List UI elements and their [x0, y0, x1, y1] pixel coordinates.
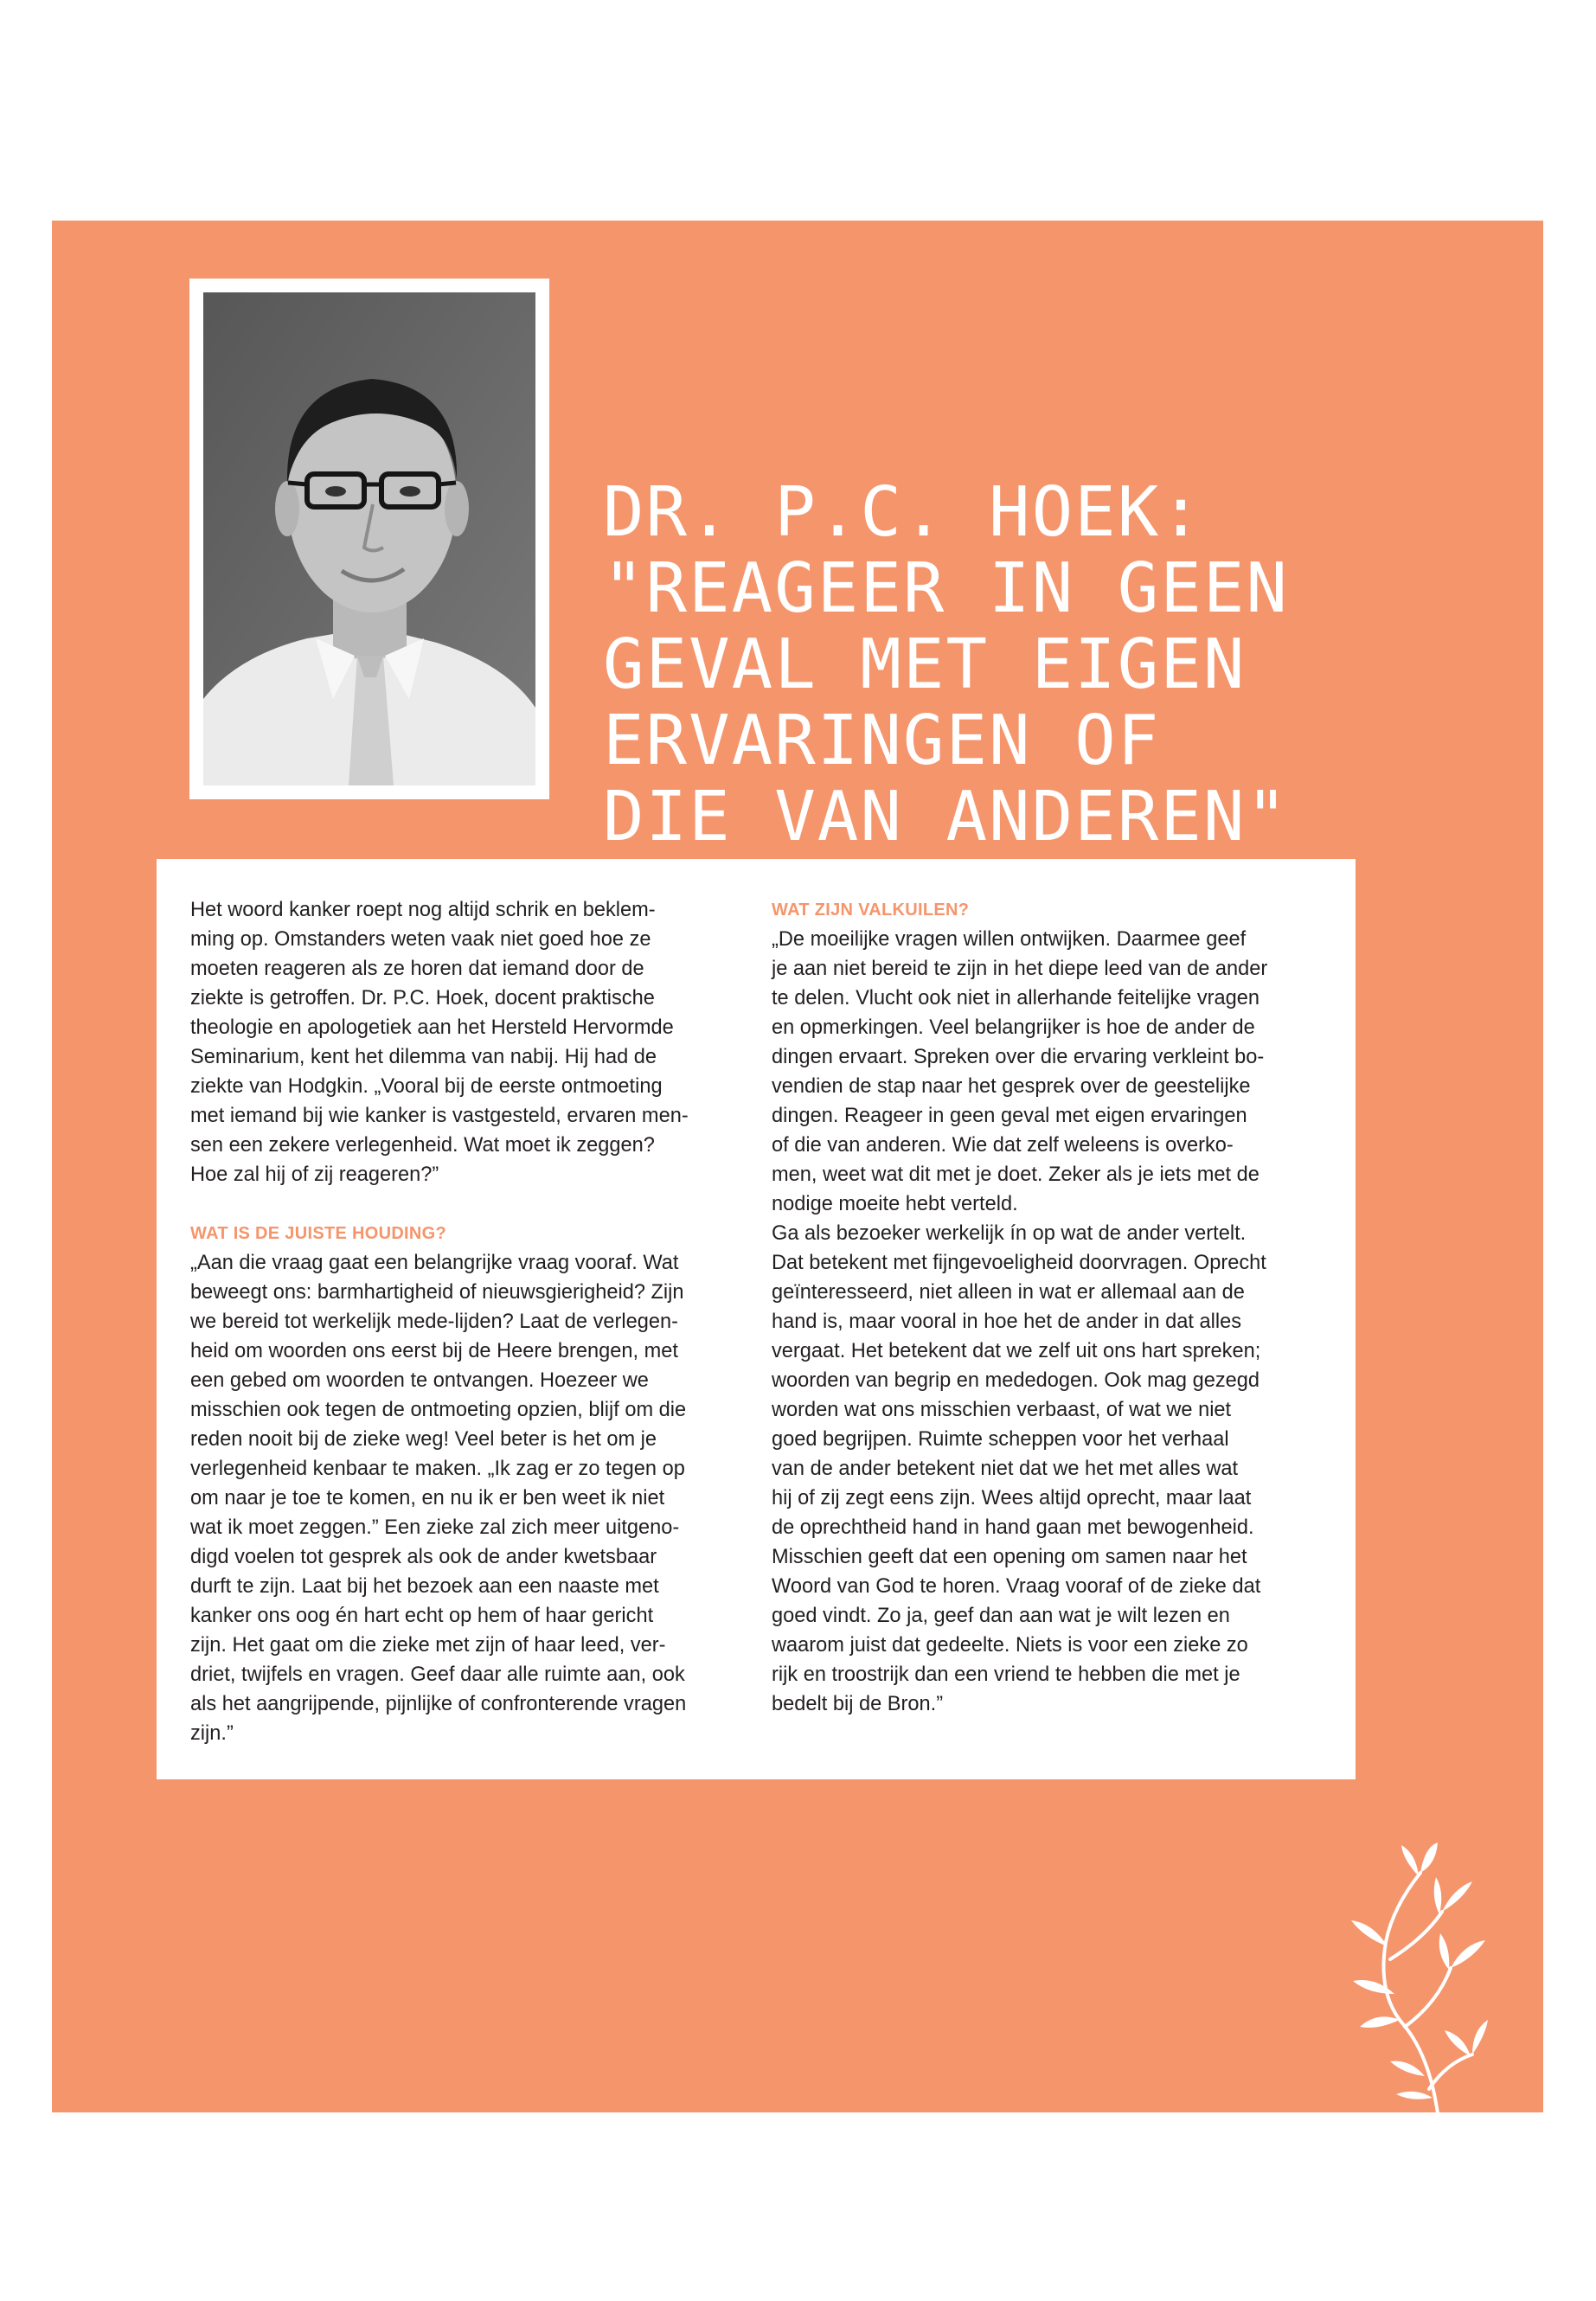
text-line: Woord van God te horen. Vraag vooraf of de zieke dat [772, 1575, 1261, 1598]
text-line: goed vindt. Zo ja, geef dan aan wat je wilt lezen en [772, 1605, 1230, 1627]
text-line: Seminarium, kent het dilemma van nabij. Hij had de [190, 1046, 657, 1068]
text-line: geïnteresseerd, niet alleen in wat er allemaal aan de [772, 1281, 1245, 1304]
text-line: zijn.” [190, 1722, 234, 1745]
text-line: rijk en troostrijk dan een vriend te hebben die met je [772, 1663, 1240, 1686]
headline-line-2: "REAGEER IN GEEN [603, 548, 1289, 628]
portrait-illustration [203, 292, 535, 785]
text-line: theologie en apologetiek aan het Hersteld Hervormde [190, 1016, 674, 1039]
article-box [157, 859, 1356, 1779]
leafy-branch-icon [1343, 1838, 1490, 2115]
text-line: reden nooit bij de zieke weg! Veel beter is het om je [190, 1428, 657, 1451]
text-line: verlegenheid kenbaar te maken. „Ik zag er zo tegen op [190, 1458, 685, 1480]
portrait-photo [203, 292, 535, 785]
article-column-left [190, 895, 737, 1748]
text-line: ming op. Omstanders weten vaak niet goed hoe ze [190, 928, 651, 951]
text-line: dingen ervaart. Spreken over die ervaring verkleint bo- [772, 1046, 1265, 1068]
text-line: waarom juist dat gedeelte. Niets is voor een zieke zo [772, 1634, 1248, 1657]
text-line: sen een zekere verlegenheid. Wat moet ik zeggen? [190, 1134, 655, 1157]
headline-line-4: ERVARINGEN OF [603, 701, 1161, 780]
text-line: te delen. Vlucht ook niet in allerhande feitelijke vragen [772, 987, 1259, 1009]
text-line: Hoe zal hij of zij reageren?” [190, 1163, 439, 1186]
text-line: heid om woorden ons eerst bij de Heere brengen, met [190, 1340, 678, 1362]
text-line: ziekte is getroffen. Dr. P.C. Hoek, docent praktische [190, 987, 655, 1009]
text-line: wat ik moet zeggen.” Een zieke zal zich meer uitgeno- [190, 1516, 680, 1539]
text-line: kanker ons oog én hart echt op hem of haar gericht [190, 1605, 654, 1627]
text-line: worden wat ons misschien verbaast, of wat we niet [772, 1399, 1232, 1421]
text-line: om naar je toe te komen, en nu ik er ben weet ik niet [190, 1487, 665, 1509]
text-line: hij of zij zegt eens zijn. Wees altijd oprecht, maar laat [772, 1487, 1252, 1509]
article-column-right [772, 895, 1318, 1719]
text-line: goed begrijpen. Ruimte scheppen voor het verhaal [772, 1428, 1229, 1451]
text-line: driet, twijfels en vragen. Geef daar alle ruimte aan, ook [190, 1663, 685, 1686]
text-line: Misschien geeft dat een opening om samen naar het [772, 1546, 1247, 1568]
text-line: en opmerkingen. Veel belangrijker is hoe de ander de [772, 1016, 1255, 1039]
text-line: een gebed om woorden te ontvangen. Hoezeer we [190, 1369, 649, 1392]
text-line: vendien de stap naar het gesprek over de geestelijke [772, 1075, 1251, 1098]
text-line: Ga als bezoeker werkelijk ín op wat de ander vertelt. [772, 1222, 1247, 1245]
portrait-frame [189, 279, 549, 799]
text-line: beweegt ons: barmhartigheid of nieuwsgierigheid? Zijn [190, 1281, 684, 1304]
text-line: bedelt bij de Bron.” [772, 1693, 944, 1715]
text-line: durft te zijn. Laat bij het bezoek aan een naaste met [190, 1575, 659, 1598]
text-line: ziekte van Hodgkin. „Vooral bij de eerste ontmoeting [190, 1075, 663, 1098]
text-line: de oprechtheid hand in hand gaan met bewogenheid. [772, 1516, 1254, 1539]
text-line: met iemand bij wie kanker is vastgesteld, ervaren men- [190, 1105, 689, 1127]
text-line: je aan niet bereid te zijn in het diepe leed van de ander [772, 958, 1268, 980]
headline-line-1: DR. P.C. HOEK: [603, 472, 1203, 552]
text-line: vergaat. Het betekent dat we zelf uit ons hart spreken; [772, 1340, 1261, 1362]
text-line: woorden van begrip en mededogen. Ook mag gezegd [772, 1369, 1260, 1392]
text-line: men, weet wat dit met je doet. Zeker als je iets met de [772, 1163, 1259, 1186]
section-houding-paragraph [190, 1248, 737, 1748]
text-line: zijn. Het gaat om die zieke met zijn of haar leed, ver- [190, 1634, 666, 1657]
section-valkuilen-paragraph [772, 925, 1318, 1719]
section-heading-valkuilen: WAT ZIJN VALKUILEN? [772, 901, 970, 920]
text-line: „Aan die vraag gaat een belangrijke vraag vooraf. Wat [190, 1252, 679, 1274]
text-line: als het aangrijpende, pijnlijke of confronterende vragen [190, 1693, 687, 1715]
text-line: Dat betekent met fijngevoeligheid doorvragen. Oprecht [772, 1252, 1266, 1274]
text-line: Het woord kanker roept nog altijd schrik en beklem- [190, 899, 656, 921]
text-line: hand is, maar vooral in hoe het de ander in dat alles [772, 1311, 1242, 1333]
intro-paragraph [190, 895, 737, 1189]
text-line: moeten reageren als ze horen dat iemand door de [190, 958, 644, 980]
text-line: of die van anderen. Wie dat zelf weleens is overko- [772, 1134, 1234, 1157]
text-line: we bereid tot werkelijk mede-lijden? Laat de verlegen- [190, 1311, 678, 1333]
text-line: van de ander betekent niet dat we het met alles wat [772, 1458, 1239, 1480]
text-line: dingen. Reageer in geen geval met eigen ervaringen [772, 1105, 1247, 1127]
text-line: digd voelen tot gesprek als ook de ander kwetsbaar [190, 1546, 657, 1568]
headline [603, 474, 1433, 855]
headline-line-3: GEVAL MET EIGEN [603, 625, 1247, 704]
text-line: nodige moeite hebt verteld. [772, 1193, 1018, 1215]
section-heading-houding: WAT IS DE JUISTE HOUDING? [190, 1224, 447, 1243]
headline-line-5: DIE VAN ANDEREN" [603, 777, 1289, 856]
text-line: „De moeilijke vragen willen ontwijken. Daarmee geef [772, 928, 1247, 951]
text-line: misschien ook tegen de ontmoeting opzien, blijf om die [190, 1399, 687, 1421]
